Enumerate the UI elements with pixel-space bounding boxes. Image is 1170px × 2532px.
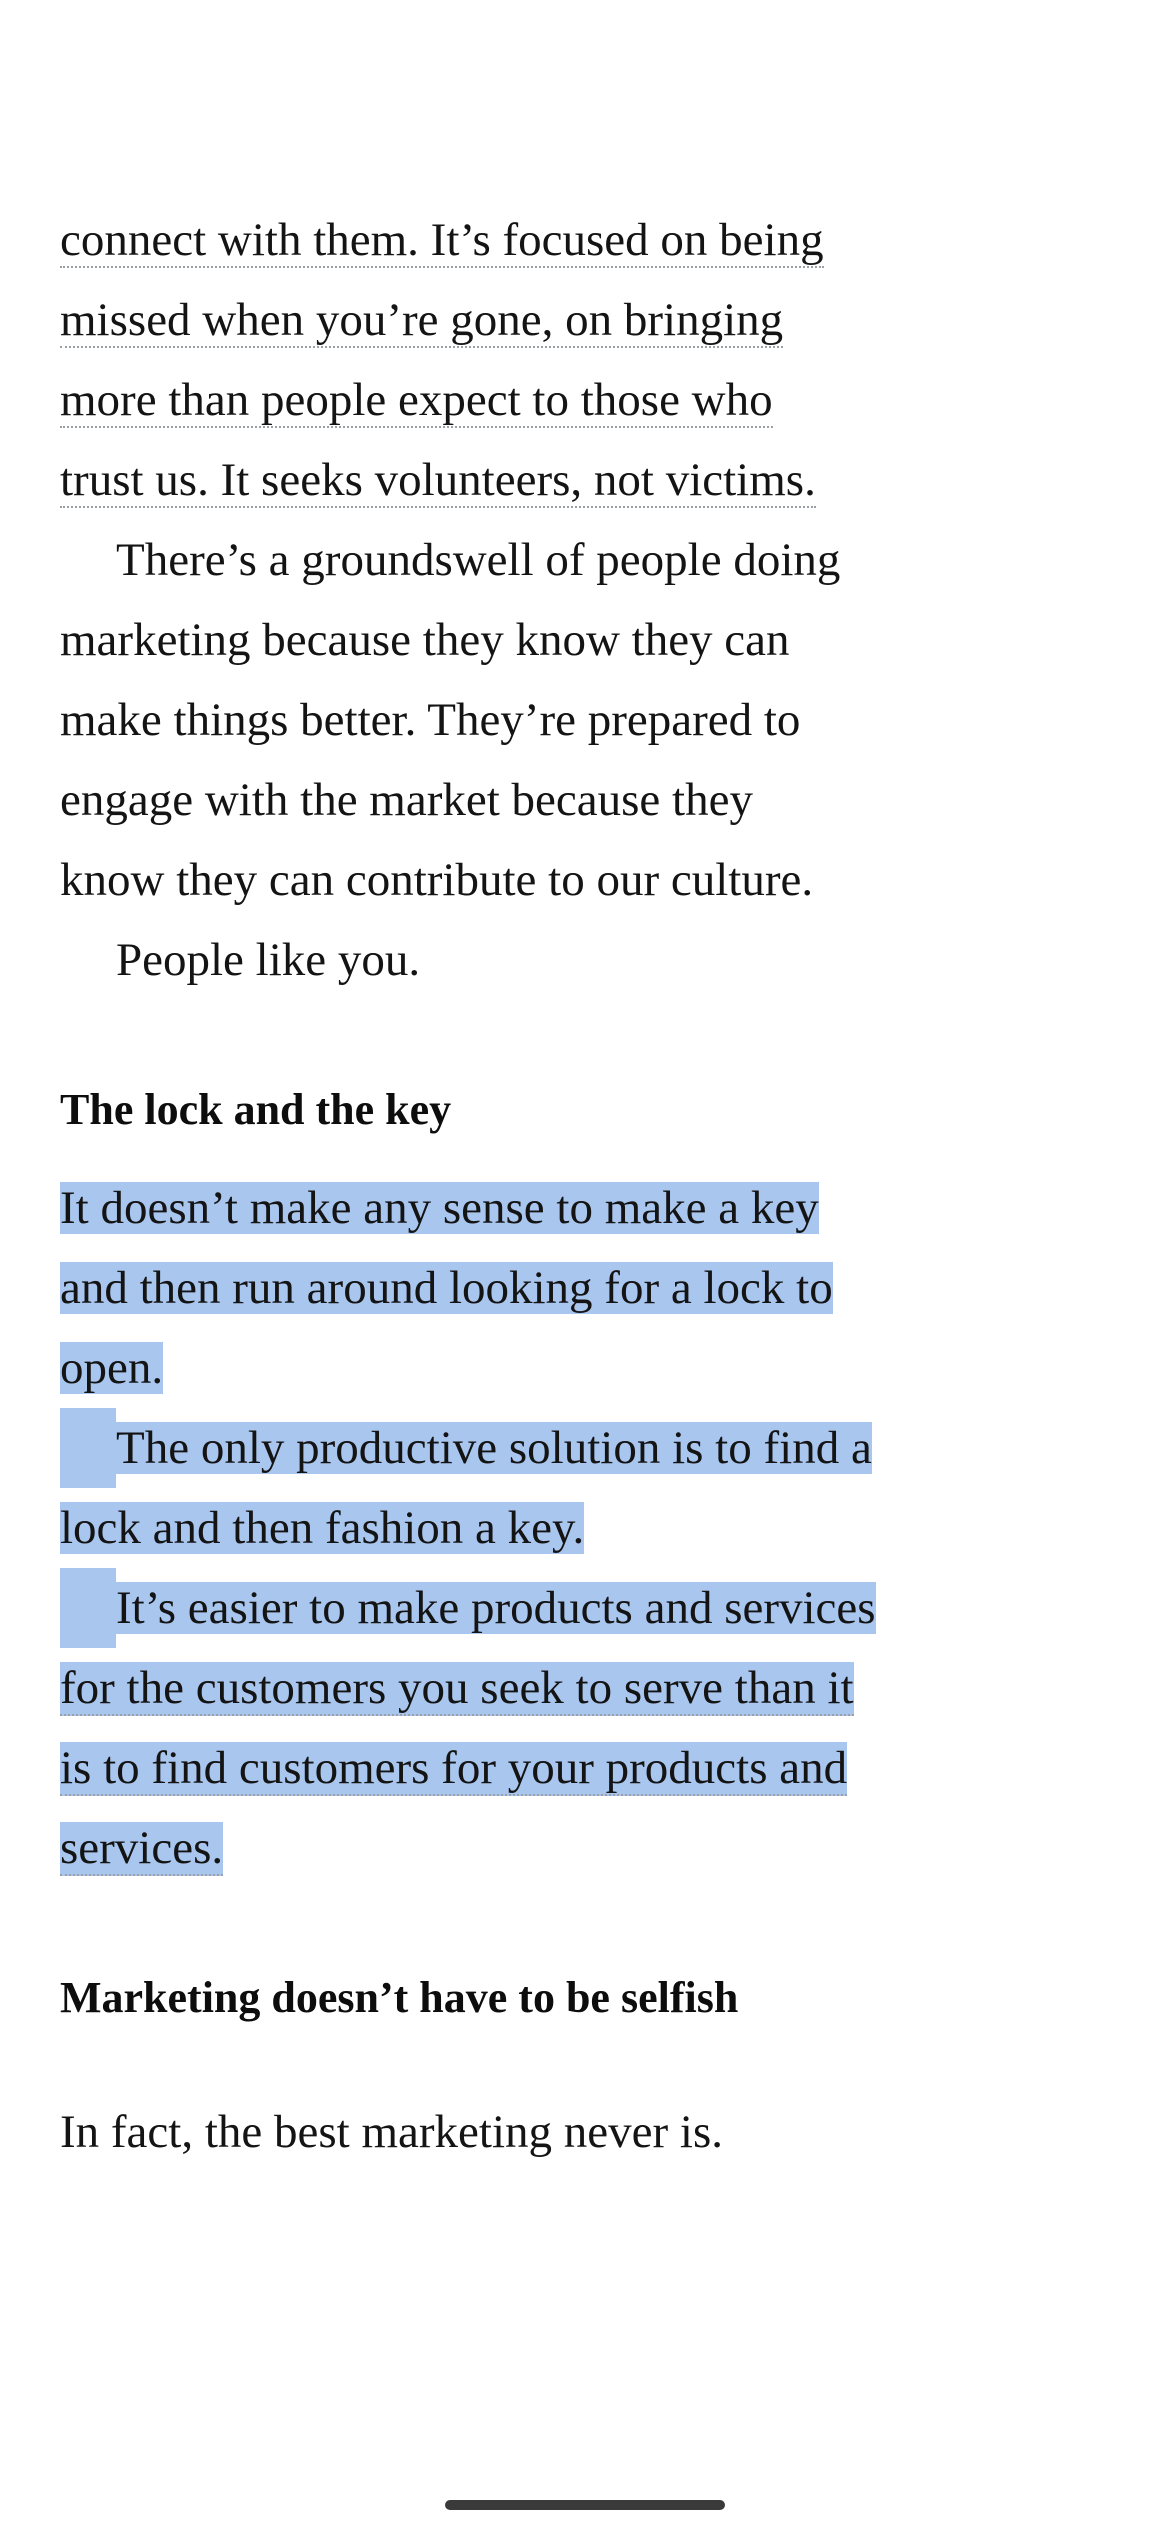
paragraph-easier-products[interactable]: [60, 1568, 1110, 1888]
text-line: more than people expect to those who: [60, 374, 773, 426]
text-line: trust us. It seeks volunteers, not victims.: [60, 454, 816, 506]
heading-spacer: [60, 2030, 1110, 2092]
text-line: engage with the market because they: [60, 774, 753, 826]
text-line: There’s a groundswell of people doing: [116, 534, 841, 586]
paragraph-continued: [60, 200, 1110, 520]
highlighted-text-line[interactable]: The only productive solution is to find a: [116, 1422, 872, 1474]
highlighted-text-line[interactable]: open.: [60, 1342, 164, 1394]
text-line: People like you.: [116, 934, 421, 986]
highlighted-text-line[interactable]: It’s easier to make products and services: [116, 1582, 876, 1634]
heading-not-selfish: Marketing doesn’t have to be selfish: [60, 1973, 739, 2022]
highlighted-text-line[interactable]: for the customers you seek to serve than it: [60, 1662, 854, 1714]
paragraph-key-lock[interactable]: [60, 1168, 1110, 1408]
heading-lock-and-key: The lock and the key: [60, 1085, 452, 1134]
paragraph-productive-solution[interactable]: [60, 1408, 1110, 1568]
text-line: marketing because they know they can: [60, 614, 790, 666]
section-spacer: [60, 1000, 1110, 1078]
home-indicator[interactable]: [445, 2500, 725, 2510]
text-line: missed when you’re gone, on bringing: [60, 294, 784, 346]
heading-spacer: [60, 1142, 1110, 1168]
paragraph-people-like-you: [60, 920, 1110, 1000]
highlighted-text-line[interactable]: lock and then fashion a key.: [60, 1502, 585, 1554]
highlighted-text-line[interactable]: and then run around looking for a lock to: [60, 1262, 833, 1314]
text-line: connect with them. It’s focused on being: [60, 214, 824, 266]
highlighted-text-line[interactable]: services.: [60, 1822, 224, 1874]
highlighted-text-line[interactable]: is to find customers for your products and: [60, 1742, 848, 1794]
highlighted-text-line[interactable]: It doesn’t make any sense to make a key: [60, 1182, 819, 1234]
text-line: know they can contribute to our culture.: [60, 854, 814, 906]
paragraph-groundswell: [60, 520, 1110, 920]
text-line: In fact, the best marketing never is.: [60, 2106, 723, 2158]
section-spacer: [60, 1888, 1110, 1966]
paragraph-best-marketing: [60, 2092, 1110, 2172]
text-line: make things better. They’re prepared to: [60, 694, 801, 746]
